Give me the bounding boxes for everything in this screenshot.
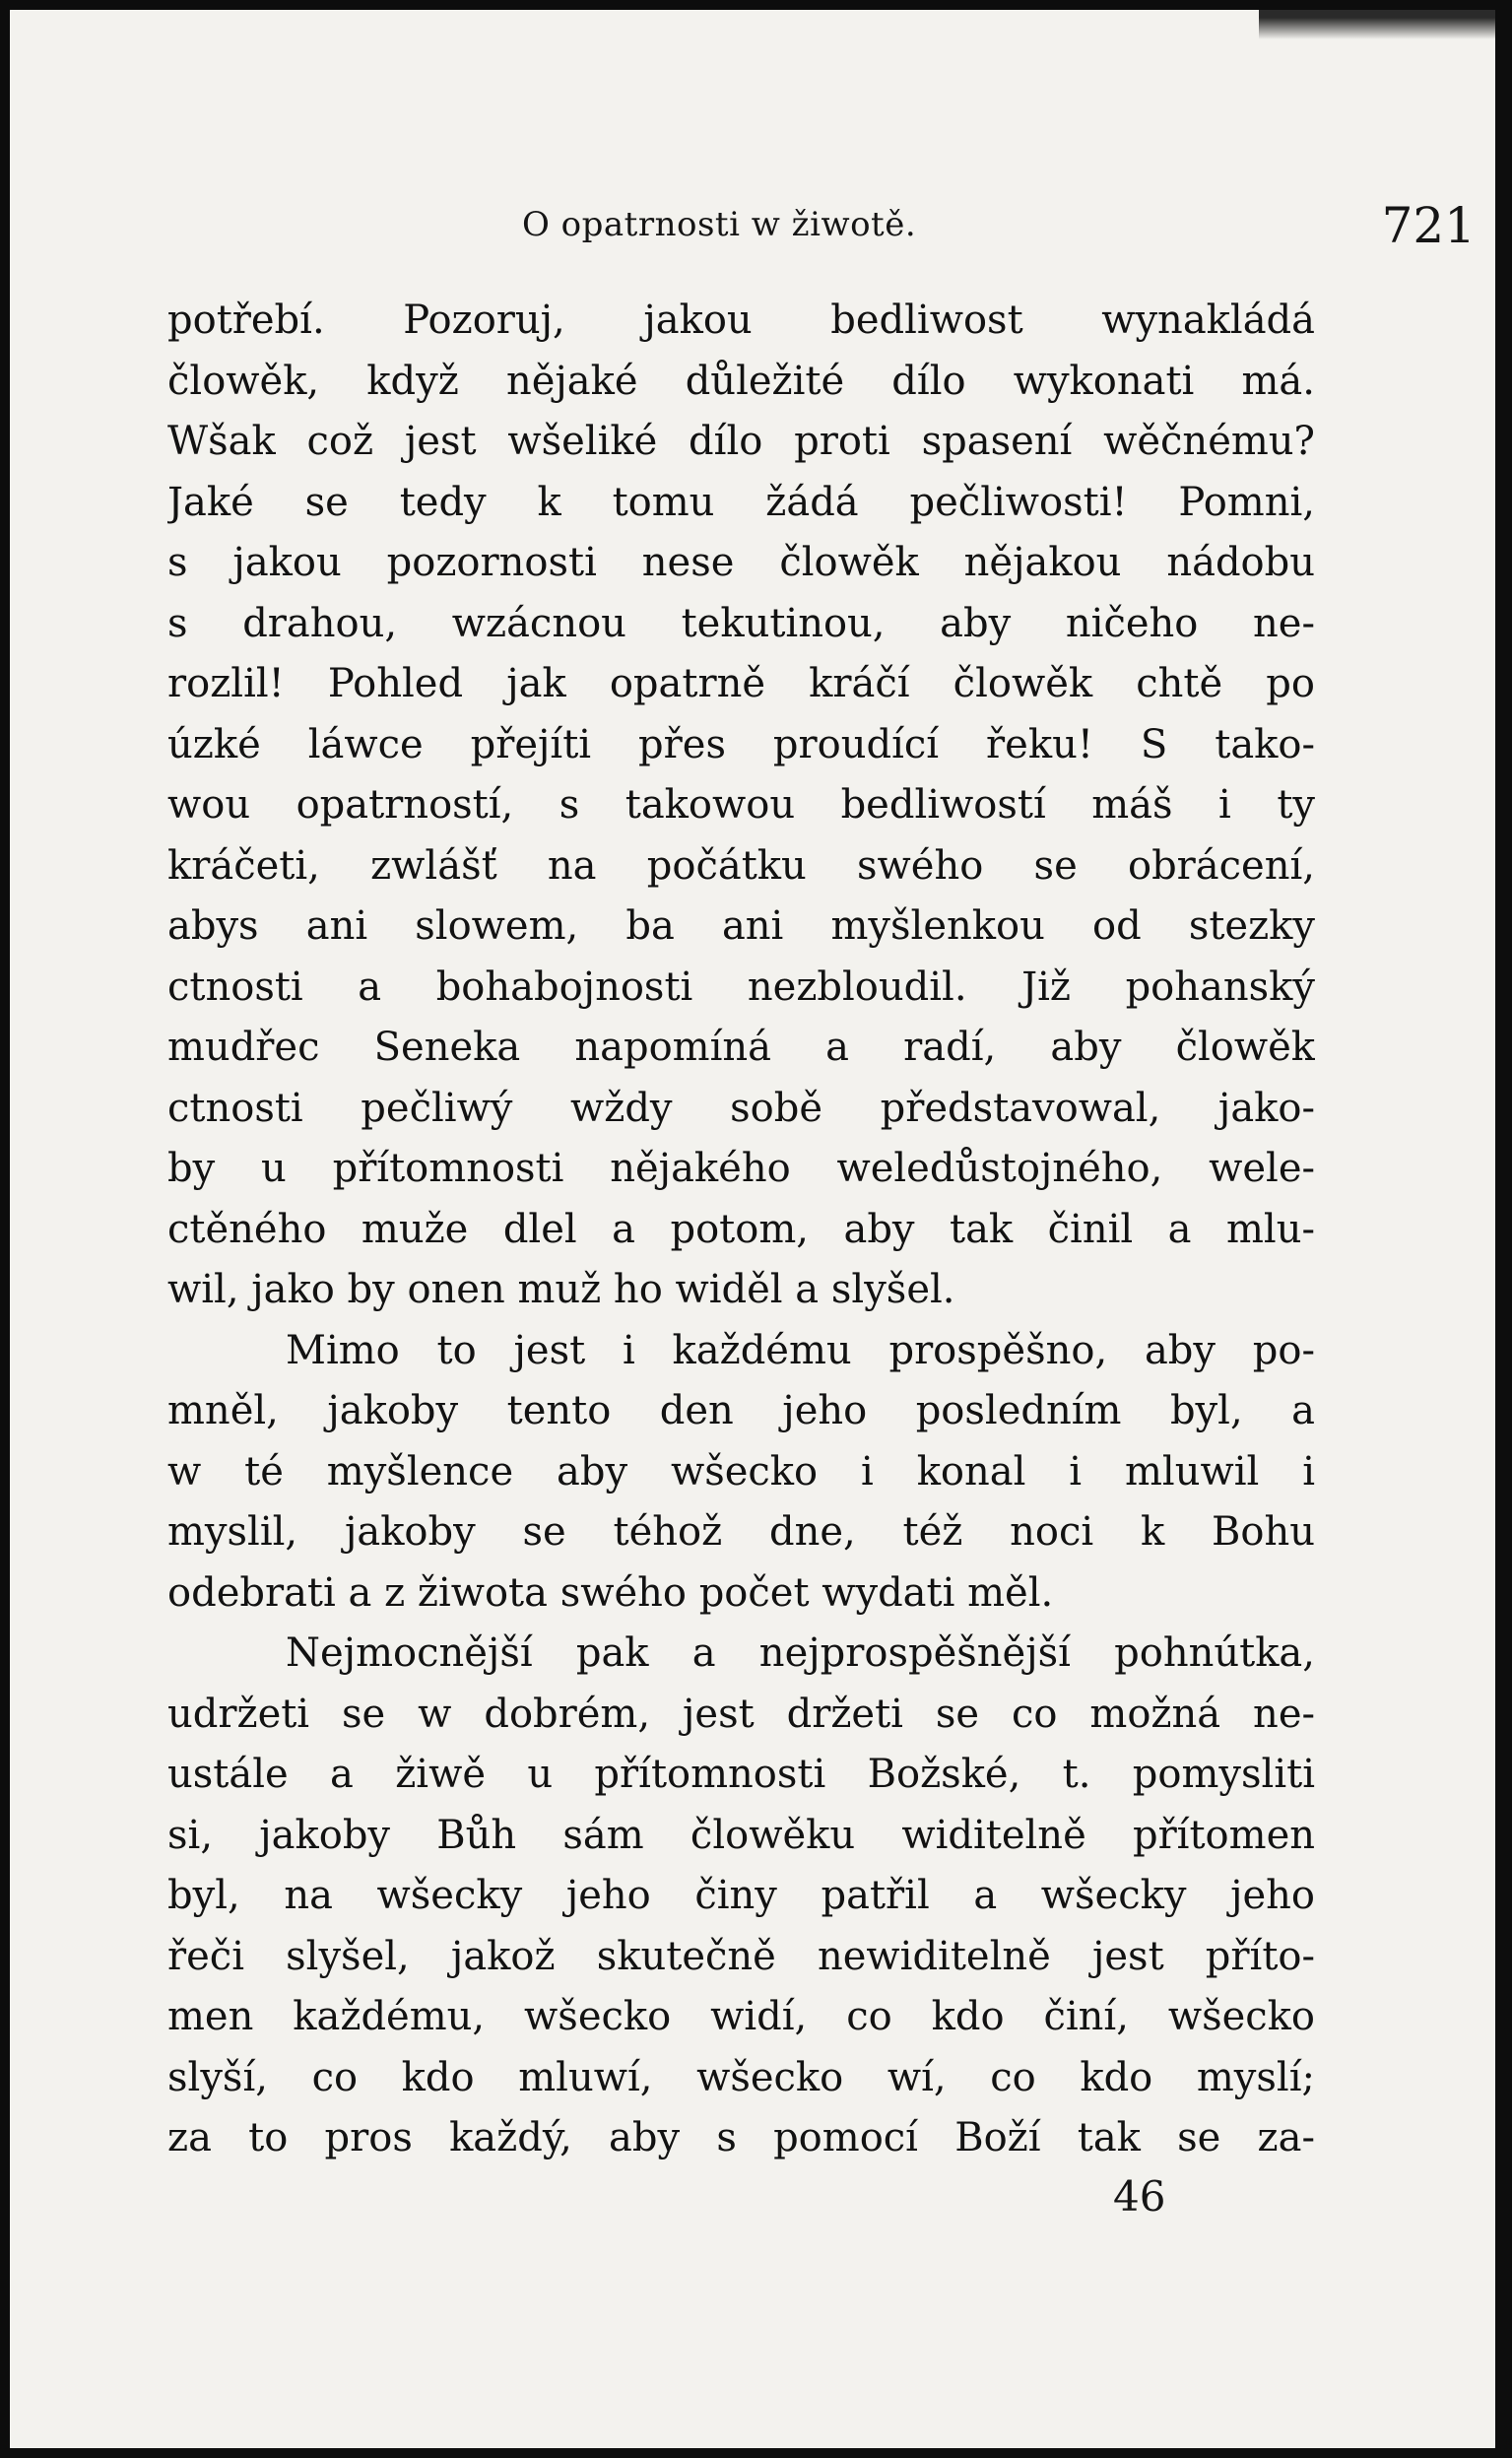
text-line: Jaké se tedy k tomu žádá pečliwosti! Pomni, bbox=[167, 479, 1315, 525]
text-line: myslil, jakoby se téhož dne, též noci k Bohu bbox=[167, 1509, 1315, 1555]
text-line: člowěk, když nějaké důležité dílo wykonati má. bbox=[167, 358, 1315, 404]
page-edge-mark bbox=[1259, 10, 1495, 39]
text-line: men každému, wšecko widí, co kdo činí, wšecko bbox=[167, 1994, 1315, 2039]
text-line: úzké láwce přejíti přes proudící řeku! S tako- bbox=[167, 721, 1315, 767]
text-line: rozlil! Pohled jak opatrně kráčí člowěk chtě po bbox=[167, 661, 1315, 706]
signature-mark: 46 bbox=[1113, 2172, 1166, 2221]
text-line: za to pros každý, aby s pomocí Boží tak se za- bbox=[167, 2115, 1315, 2160]
text-line: abys ani slowem, ba ani myšlenkou od stezky bbox=[167, 903, 1315, 949]
text-line: wil, jako by onen muž ho widěl a slyšel. bbox=[167, 1267, 955, 1312]
text-line: udržeti se w dobrém, jest držeti se co možná ne- bbox=[167, 1691, 1315, 1737]
text-line: s jakou pozornosti nese člowěk nějakou nádobu bbox=[167, 540, 1315, 585]
paragraph-start-line: Nejmocnější pak a nejprospěšnější pohnútka, bbox=[286, 1630, 1315, 1676]
text-line: ctnosti a bohabojnosti nezbloudil. Již pohanský bbox=[167, 963, 1315, 1010]
paragraph-start-line: Mimo to jest i každému prospěšno, aby po- bbox=[286, 1327, 1315, 1373]
page-header bbox=[10, 197, 1495, 266]
text-line: mudřec Seneka napomíná a radí, aby člowěk bbox=[167, 1025, 1315, 1070]
text-line: byl, na wšecky jeho činy patřil a wšecky jeho bbox=[167, 1873, 1315, 1918]
text-line: by u přítomnosti nějakého weledůstojného, wele- bbox=[167, 1146, 1315, 1191]
body-text bbox=[167, 291, 1315, 2169]
text-line: slyší, co kdo mluwí, wšecko wí, co kdo myslí; bbox=[167, 2054, 1315, 2100]
text-line: s drahou, wzácnou tekutinou, aby ničeho ne- bbox=[167, 600, 1315, 646]
text-line: ctěného muže dlel a potom, aby tak činil a mlu- bbox=[167, 1206, 1315, 1252]
text-line: wou opatrností, s takowou bedliwostí máš i ty bbox=[167, 782, 1315, 828]
text-line: mněl, jakoby tento den jeho posledním byl, a bbox=[167, 1388, 1315, 1433]
running-title: O opatrnosti w žiwotě. bbox=[522, 205, 917, 244]
text-line: ctnosti pečliwý wždy sobě představowal, jako- bbox=[167, 1085, 1315, 1131]
text-line: odebrati a z žiwota swého počet wydati měl. bbox=[167, 1569, 1054, 1616]
text-line: si, jakoby Bůh sám člowěku widitelně přítomen bbox=[167, 1812, 1315, 1858]
text-line: kráčeti, zwlášť na počátku swého se obrácení, bbox=[167, 842, 1315, 889]
text-line: řeči slyšel, jakož skutečně newiditelně jest příto- bbox=[167, 1933, 1315, 1979]
text-line: ustále a žiwě u přítomnosti Božské, t. pomysliti bbox=[167, 1752, 1315, 1797]
page-number: 721 bbox=[1381, 197, 1476, 254]
text-line: potřebí. Pozoruj, jakou bedliwost wynakládá bbox=[167, 298, 1315, 343]
text-line: w té myšlence aby wšecko i konal i mluwil i bbox=[167, 1448, 1315, 1495]
book-page bbox=[10, 10, 1495, 2448]
text-line: Wšak což jest wšeliké dílo proti spasení wěčnému? bbox=[167, 419, 1315, 464]
